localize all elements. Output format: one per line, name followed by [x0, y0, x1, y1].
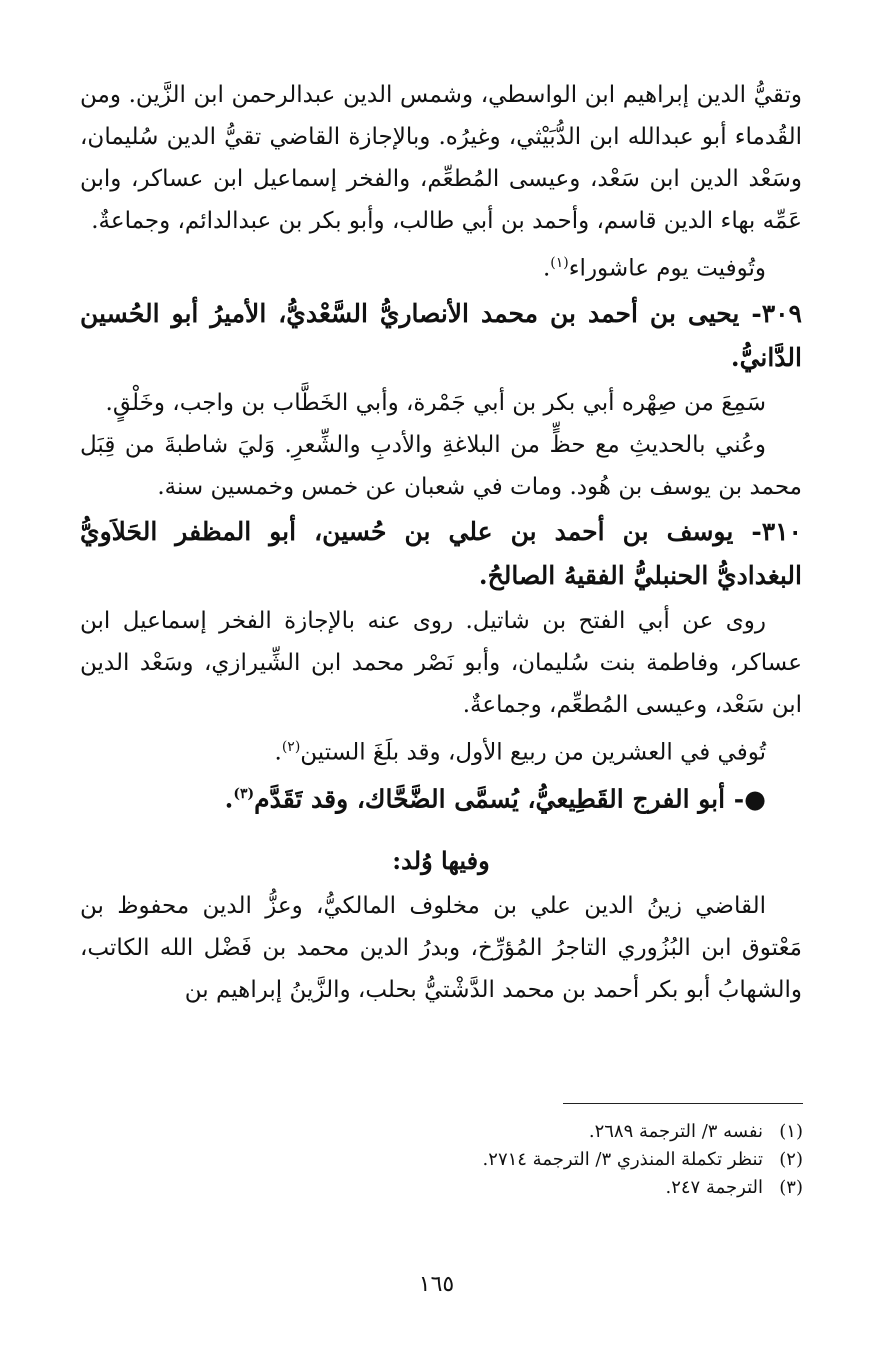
paragraph-5: روى عن أبي الفتح بن شاتيل. روى عنه بالإجازة الفخر إسماعيل ابن عساكر، وفاطمة بنت سُليمان، وأبو نَصْر محمد ابن الشِّيرازي، وسَعْد الدين ابن سَعْد، وعيسى المُطعِّم، وجماعةٌ. — [80, 607, 802, 718]
paragraph-3: سَمِعَ من صِهْره أبي بكر بن أبي جَمْرة، وأبي الخَطَّاب بن واجب، وخَلْقٍ. — [105, 389, 766, 416]
footnote-ref-1: (١) — [550, 255, 569, 271]
paragraph-7: القاضي زينُ الدين علي بن مخلوف المالكيُّ، وعزُّ الدين محفوظ بن مَعْتوق ابن البُزُوري التاجرُ المُؤرِّخ، وبدرُ الدين محمد بن فَضْل الله الكاتب، والشهابُ أبو بكر أحمد بن محمد الدَّشْتيُّ بحلب، والزَّينُ إبراهيم بن — [80, 892, 802, 1003]
bullet-entry-text: - أبو الفرج القَطِيعيُّ، يُسمَّى الضَّحَّاك، وقد تَقَدَّم — [254, 784, 745, 814]
footnotes — [243, 1118, 803, 1202]
footnote-separator — [563, 1103, 803, 1104]
entry-310-heading: ٣١٠- يوسف بن أحمد بن علي بن حُسين، أبو المظفر الحَلاَويُّ البغداديُّ الحنبليُّ الفقيهُ الصالحُ. — [80, 516, 802, 590]
paragraph-2: وتُوفيت يوم عاشوراء$^{(١)}$. — [542, 255, 766, 282]
bullet-icon: ● — [744, 784, 766, 814]
bullet-entry: ●- أبو الفرج القَطِيعيُّ، يُسمَّى الضَّحَّاك، وقد تَقَدَّم$^{(٣)}$. — [224, 784, 766, 814]
footnote-number: (٣) — [779, 1177, 803, 1198]
paragraph-2-text: وتُوفيت يوم عاشوراء — [568, 255, 766, 282]
footnote-3 — [243, 1174, 803, 1202]
footnote-text: نفسه ٣/ الترجمة ٢٦٨٩. — [588, 1121, 763, 1142]
paragraph-6-text: تُوفي في العشرين من ربيع الأول، وقد بلَغَ الستين — [300, 739, 766, 766]
entry-309-heading: ٣٠٩- يحيى بن أحمد بن محمد الأنصاريُّ السَّعْديُّ، الأميرُ أبو الحُسين الدَّانيُّ. — [80, 298, 802, 372]
section-subheading: وفيها وُلد: — [392, 845, 490, 875]
footnote-1 — [243, 1118, 803, 1146]
footnote-number: (٢) — [779, 1149, 803, 1170]
paragraph-4: وعُني بالحديثِ مع حظٍّ من البلاغةِ والأدبِ والشِّعرِ. وَليَ شاطبةَ من قِبَل محمد بن يوسف بن هُود. ومات في شعبان عن خمس وخمسين سنة. — [80, 431, 802, 500]
footnote-number: (١) — [779, 1121, 803, 1142]
footnote-text: تنظر تكملة المنذري ٣/ الترجمة ٢٧١٤. — [482, 1149, 763, 1170]
paragraph-6: تُوفي في العشرين من ربيع الأول، وقد بلَغَ الستين$^{(٢)}$. — [274, 738, 766, 766]
footnote-ref-3: (٣) — [233, 786, 255, 803]
footnote-2 — [243, 1146, 803, 1174]
footnote-text: الترجمة ٢٤٧. — [665, 1177, 763, 1198]
page-number: ١٦٥ — [418, 1272, 455, 1297]
main-text — [80, 74, 802, 1011]
paragraph-1: وتقيُّ الدين إبراهيم ابن الواسطي، وشمس الدين عبدالرحمن ابن الزَّين. ومن القُدماء أبو عبدالله ابن الدُّبَيْثي، وغيرُه. وبالإجازة القاضي تقيُّ الدين سُليمان، وسَعْد الدين ابن سَعْد، وعيسى المُطعِّم، والفخر إسماعيل ابن عساكر، وابن عَمِّه بهاء الدين قاسم، وأحمد بن أبي طالب، وأبو بكر بن عبدالدائم، وجماعةٌ. — [80, 82, 802, 234]
footnote-ref-2: (٢) — [281, 738, 301, 755]
